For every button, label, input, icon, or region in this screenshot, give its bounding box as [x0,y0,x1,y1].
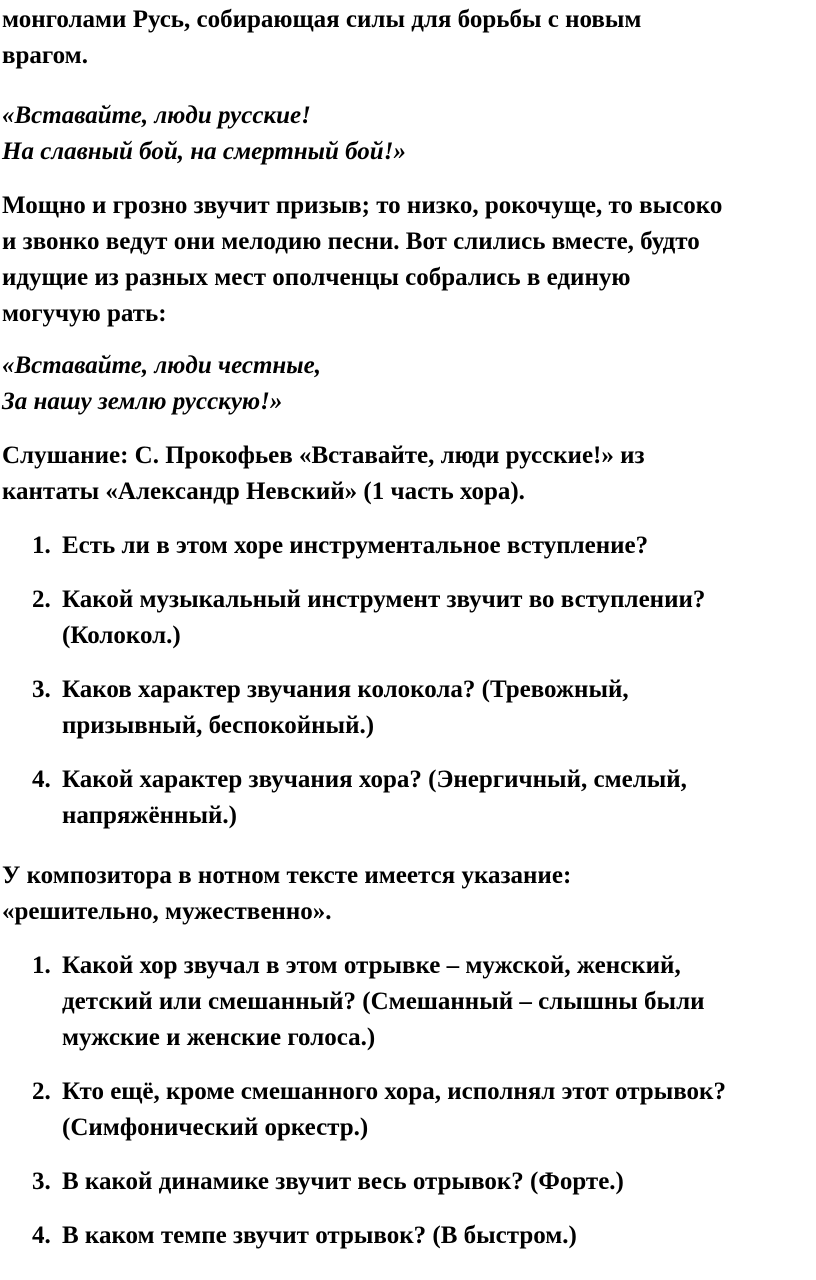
list-number: 1. [32,532,51,559]
quote-2 [2,348,321,420]
text-line: кантаты «Александр Невский» (1 часть хора). [2,478,525,505]
quote-line: На славный бой, на смертный бой!» [2,138,406,165]
paragraph-description [2,188,722,332]
list-number: 4. [32,1222,51,1249]
list-item [0,1164,726,1200]
list-item [0,1074,726,1146]
list-number: 3. [32,1168,51,1195]
list-item-text: В какой динамике звучит весь отрывок? (Форте.) [62,1168,624,1195]
text-line: идущие из разных мест ополченцы собрались в единую [2,264,631,291]
list-item-text: Каков характер звучания колокола? (Тревожный, [62,676,629,703]
text-line: Мощно и грозно звучит призыв; то низко, рокочуще, то высоко [2,192,723,219]
text-line: монголами Русь, собирающая силы для борьбы с новым [2,6,642,33]
list-item-text: напряжённый.) [62,802,237,829]
paragraph-composer-note [2,858,571,930]
list-item [0,1218,726,1254]
list-item-text: Какой характер звучания хора? (Энергичный, смелый, [62,766,687,793]
list-item-text: (Симфонический оркестр.) [62,1114,369,1141]
list-item-text: Есть ли в этом хоре инструментальное вступление? [62,532,649,559]
list-number: 3. [32,676,51,703]
text-line: врагом. [2,42,88,69]
text-line: и звонко ведут они мелодию песни. Вот слились вместе, будто [2,228,700,255]
text-line: «решительно, мужественно». [2,898,332,925]
list-item [0,948,726,1056]
list-item-text: призывный, беспокойный.) [62,712,375,739]
list-item-text: Какой хор звучал в этом отрывке – мужской, женский, [62,952,681,979]
list-item [0,672,705,744]
question-list-1 [0,528,705,834]
list-item [0,762,705,834]
text-line: У композитора в нотном тексте имеется указание: [2,862,572,889]
list-number: 2. [32,1078,51,1105]
list-item-text: мужские и женские голоса.) [62,1024,376,1051]
paragraph-intro [2,2,641,74]
paragraph-listening [2,438,645,510]
list-item-text: Какой музыкальный инструмент звучит во вступлении? [62,586,706,613]
list-item [0,528,705,564]
text-line: Слушание: С. Прокофьев «Вставайте, люди русские!» из [2,442,645,469]
quote-line: «Вставайте, люди русские! [2,102,311,129]
quote-line: «Вставайте, люди честные, [2,352,321,379]
list-item [0,582,705,654]
text-line: могучую рать: [2,300,167,327]
list-item-text: детский или смешанный? (Смешанный – слышны были [62,988,705,1015]
list-item-text: В каком темпе звучит отрывок? (В быстром.) [62,1222,577,1249]
list-number: 2. [32,586,51,613]
list-item-text: Кто ещё, кроме смешанного хора, исполнял этот отрывок? [62,1078,726,1105]
quote-1 [2,98,406,170]
list-item-text: (Колокол.) [62,622,181,649]
list-number: 1. [32,952,51,979]
quote-line: За нашу землю русскую!» [2,388,283,415]
list-number: 4. [32,766,51,793]
question-list-2 [0,948,726,1254]
